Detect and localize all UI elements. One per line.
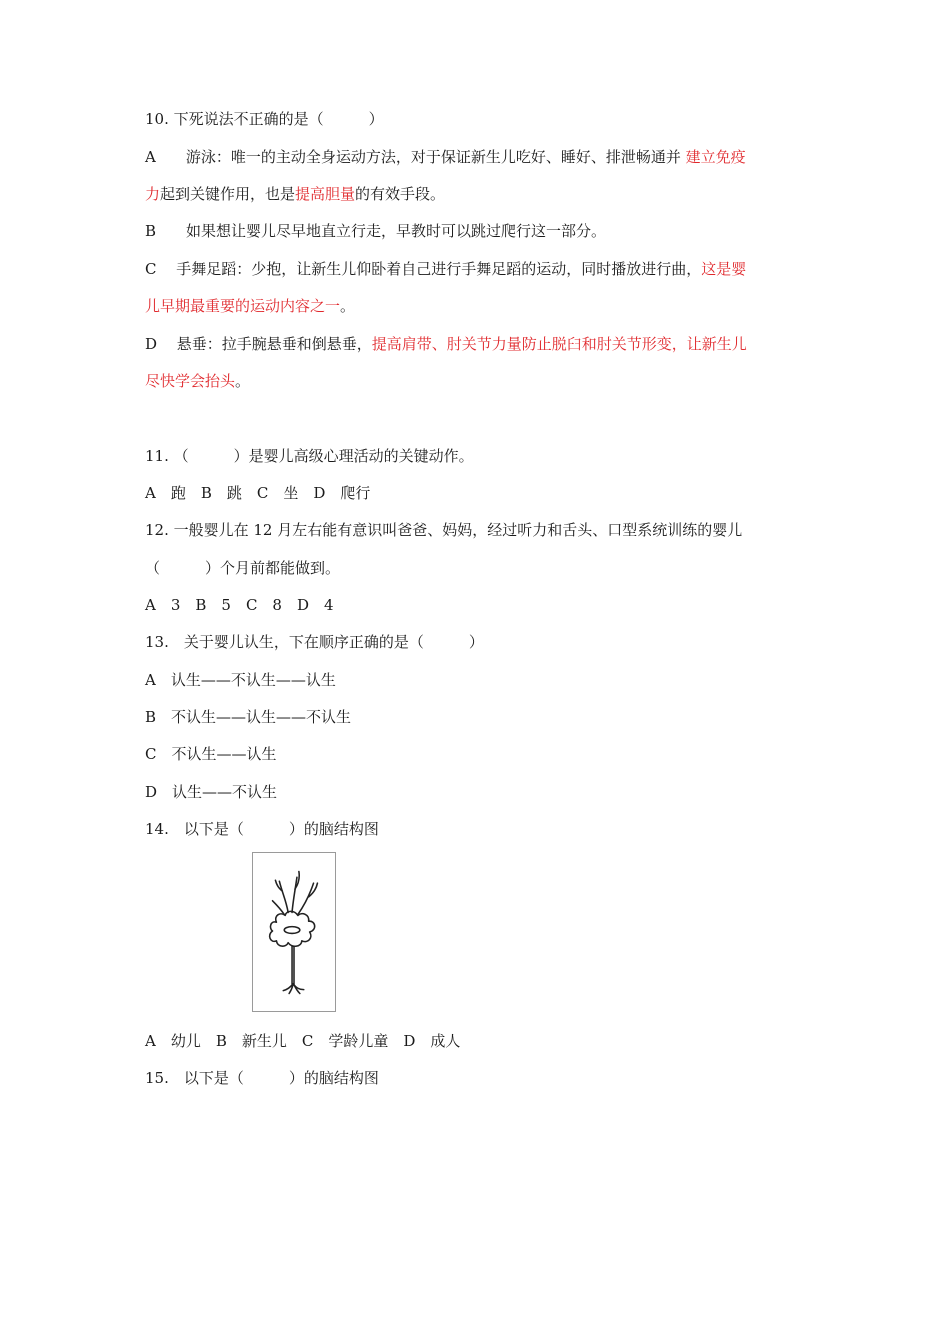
- highlight-text: 建立免疫: [685, 148, 746, 166]
- q12-stem-line2: （ ）个月前都能做到。: [145, 559, 341, 577]
- q10-option-c-line1: C 手舞足蹈：少抱，让新生儿仰卧着自己进行手舞足蹈的运动，同时播放进行曲，这是婴: [145, 260, 747, 278]
- q10-option-a-line1: A 游泳：唯一的主动全身运动方法，对于保证新生儿吃好、睡好、排泄畅通并 建立免疫: [145, 148, 746, 166]
- q10-option-d-line1: D 悬垂：拉手腕悬垂和倒悬垂，提高肩带、肘关节力量防止脱臼和肘关节形变，让新生儿: [145, 335, 747, 353]
- q10-option-c-line2: 儿早期最重要的运动内容之一。: [145, 297, 356, 315]
- q10-option-b: B 如果想让婴儿尽早地直立行走，早教时可以跳过爬行这一部分。: [145, 222, 607, 240]
- q13-option-b: B 不认生——认生——不认生: [145, 708, 352, 726]
- q11-options: A 跑 B 跳 C 坐 D 爬行: [145, 484, 371, 502]
- highlight-text: 这是婴: [701, 260, 747, 278]
- highlight-text: 儿早期最重要的运动内容之一: [145, 297, 341, 315]
- q12-options: A 3 B 5 C 8 D 4: [145, 596, 334, 614]
- q10-option-a-line2: 力起到关键作用，也是提高胆量的有效手段。: [145, 185, 446, 203]
- q13-stem: 13. 关于婴儿认生，下在顺序正确的是（ ）: [145, 633, 484, 651]
- q13-option-d: D 认生——不认生: [145, 783, 278, 801]
- highlight-text: 提高肩带、肘关节力量防止脱臼和肘关节形变，让新生儿: [371, 335, 747, 353]
- q15-stem: 15. 以下是（ ）的脑结构图: [145, 1069, 379, 1087]
- neuron-figure: [252, 852, 336, 1012]
- q10-stem: 10. 下死说法不正确的是（ ）: [145, 110, 384, 128]
- q12-stem-line1: 12. 一般婴儿在 12 月左右能有意识叫爸爸、妈妈，经过听力和舌头、口型系统训练的婴儿: [145, 521, 743, 539]
- highlight-text: 提高胆量: [295, 185, 356, 203]
- highlight-text: 尽快学会抬头: [145, 372, 236, 390]
- q13-option-c: C 不认生——认生: [145, 745, 277, 763]
- highlight-text: 力: [145, 185, 161, 203]
- q14-options: A 幼儿 B 新生儿 C 学龄儿童 D 成人: [145, 1032, 461, 1050]
- neuron-drawing-icon: [253, 853, 335, 1011]
- q11-stem: 11. （ ）是婴儿高级心理活动的关键动作。: [145, 447, 474, 465]
- q13-option-a: A 认生——不认生——认生: [145, 671, 336, 689]
- q14-stem: 14. 以下是（ ）的脑结构图: [145, 820, 379, 838]
- q10-option-d-line2: 尽快学会抬头。: [145, 372, 251, 390]
